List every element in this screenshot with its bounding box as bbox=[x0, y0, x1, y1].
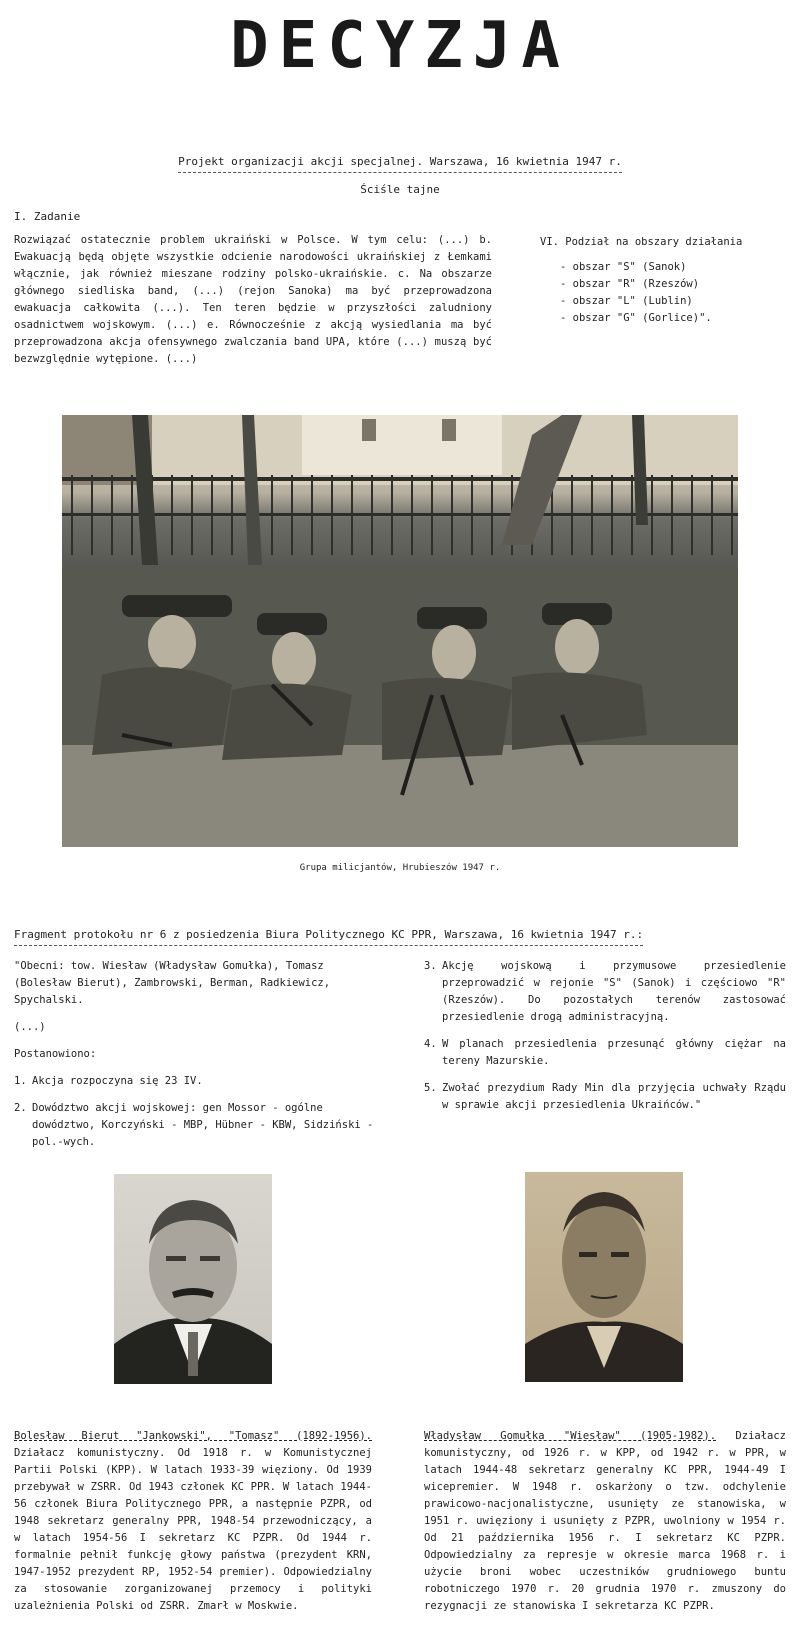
gomulka-portrait-drawing bbox=[525, 1172, 683, 1382]
document2-heading-wrap bbox=[14, 926, 643, 946]
list-item-text: Akcja rozpoczyna się 23 IV. bbox=[32, 1075, 203, 1087]
list-item-text: W planach przesiedlenia przesunąć główny ciężar na tereny Mazurskie. bbox=[442, 1038, 786, 1067]
militia-group-photo-drawing bbox=[62, 415, 738, 847]
task-text: Rozwiązać ostatecznie problem ukraiński w Polsce. W tym celu: (...) b. Ewakuacją będą objęte wszystkie odcienie narodowości ukraińskiej z Łemkami włącznie, jak również mieszane rodziny polsko-ukraińskie. c. Na obszarze głównego siedliska band, (...) (rejon Sanoka) ma być przeprowadzona ewakuacja całkowita (...). Ten teren będzie w przyszłości zaludniony osadnictwem wojskowym. (...) e. Równocześnie z akcją wysiedlania ma być przeprowadzona akcja ofensywnego zwalczania band UPA, które (...) muszą być bezwzględnie wytępione. (...) bbox=[14, 234, 492, 365]
present-list: "Obecni: tow. Wiesław (Władysław Gomułka), Tomasz (Bolesław Bierut), Zambrowski, Berman, Radkiewicz, Spychalski. bbox=[14, 960, 331, 1006]
list-item-number: 4. bbox=[424, 1038, 437, 1050]
bierut-portrait bbox=[114, 1174, 272, 1384]
page-title: DECYZJA bbox=[230, 9, 570, 83]
list-item-text: Akcję wojskową i przymusowe przesiedlenie przeprowadzić w rejonie "S" (Sanok) i częściowo "R" (Rzeszów). Do pozostałych terenów zastosować przesiedlenie drogą administracyjną. bbox=[442, 960, 786, 1023]
list-item-number: 2. bbox=[14, 1102, 27, 1114]
area-item: - obszar "R" (Rzeszów) bbox=[560, 278, 700, 290]
list-item bbox=[424, 1080, 786, 1114]
protocol-right-column bbox=[424, 958, 786, 1124]
area-item: - obszar "G" (Gorlice)". bbox=[560, 312, 712, 324]
list-item bbox=[424, 1036, 786, 1070]
bierut-portrait-drawing bbox=[114, 1174, 272, 1384]
list-item bbox=[424, 958, 786, 1026]
resolved-label: Postanowiono: bbox=[14, 1048, 97, 1060]
gomulka-biography bbox=[424, 1428, 786, 1615]
militia-group-photo bbox=[62, 415, 738, 847]
list-item bbox=[14, 1073, 374, 1090]
resolutions-list-right bbox=[424, 958, 786, 1114]
list-item-number: 1. bbox=[14, 1075, 27, 1087]
gomulka-bio-text: Działacz komunistyczny, od 1926 r. w KPP, od 1942 r. w PPR, w latach 1944-48 sekretarz generalny KC PPR, 1944-49 I wicepremier. W 1948 r. oskarżony o tzw. odchylenie prawicowo-nacjonalistyczne, usunięty ze stanowiska, w 1951 r. uwięziony i usunięty z PZPR, uwolniony w 1954 r. Od 21 października 1956 r. I sekretarz KC PZPR. Odpowiedzialny za represje w okresie marca 1968 r. i użycie broni wobec uczestników grudniowego buntu robotniczego 1970 r. 20 grudnia 1970 r. zmuszony do rezygnacji ze stanowiska I sekretarza KC PZPR. bbox=[424, 1430, 786, 1612]
bierut-bio-text: Działacz komunistyczny. Od 1918 r. w Komunistycznej Partii Polski (KPP). W latach 1933-39 więziony. Od 1939 przebywał w ZSRR. Od 1943 członek KC PPR. W latach 1944-56 członek Biura Politycznego PPR, a następnie PZPR, od 1948 sekretarz generalny PPR, 1948-54 przewodniczący, a w latach 1954-56 I sekretarz KC PZPR. Od 1944 r. formalnie pełnił funkcję głowy państwa (prezydent KRN, 1947-1952 prezydent RP, 1952-54 premier). Odpowiedzialny za stosowanie zorganizowanej przemocy i polityki uzależnienia Polski od ZSRR. Zmarł w Moskwie. bbox=[14, 1447, 372, 1612]
resolutions-list-left bbox=[14, 1073, 374, 1151]
document1-heading: Projekt organizacji akcji specjalnej. Warszawa, 16 kwietnia 1947 r. bbox=[178, 153, 622, 173]
photo-caption: Grupa milicjantów, Hrubieszów 1947 r. bbox=[299, 863, 501, 873]
ellipsis: (...) bbox=[14, 1021, 46, 1033]
list-item-text: Dowództwo akcji wojskowej: gen Mossor - ogólne dowództwo, Korczyński - MBP, Hübner - KBW, Sidziński - pol.-wych. bbox=[32, 1102, 374, 1148]
list-item bbox=[14, 1100, 374, 1151]
document1-heading-wrap bbox=[0, 153, 800, 173]
classification-label: Ściśle tajne bbox=[360, 183, 440, 196]
list-item-text: Zwołać prezydium Rady Min dla przyjęcia uchwały Rządu w sprawie akcji przesiedlenia Ukraińców." bbox=[442, 1082, 786, 1111]
protocol-left-column bbox=[14, 958, 374, 1161]
gomulka-portrait bbox=[525, 1172, 683, 1382]
areas-list bbox=[540, 259, 780, 327]
list-item-number: 5. bbox=[424, 1082, 437, 1094]
area-item: - obszar "S" (Sanok) bbox=[560, 261, 687, 273]
document2-heading: Fragment protokołu nr 6 z posiedzenia Biura Politycznego KC PPR, Warszawa, 16 kwietnia 1947 r.: bbox=[14, 926, 643, 946]
section-label: I. Zadanie bbox=[14, 210, 81, 223]
areas-title: VI. Podział na obszary działania bbox=[540, 236, 743, 248]
bierut-biography bbox=[14, 1428, 372, 1615]
areas-block bbox=[540, 234, 780, 327]
list-item-number: 3. bbox=[424, 960, 437, 972]
area-item: - obszar "L" (Lublin) bbox=[560, 295, 693, 307]
gomulka-name: Władysław Gomułka "Wiesław" (1905-1982). bbox=[424, 1430, 717, 1442]
bierut-name: Bolesław Bierut "Jankowski", "Tomasz" (1892-1956). bbox=[14, 1430, 372, 1442]
